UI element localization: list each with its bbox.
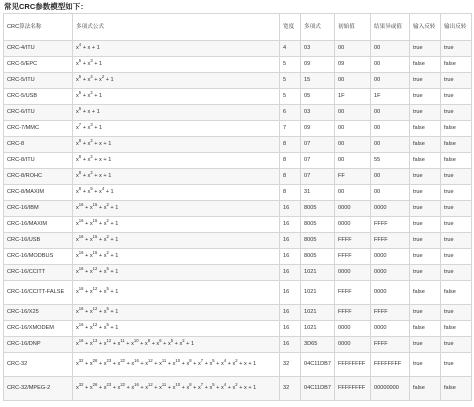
refin-value: true [410, 233, 441, 249]
table-row [4, 41, 472, 57]
init-value: 0000 [335, 201, 371, 217]
table-row [4, 305, 472, 321]
xorout-value: 00 [371, 73, 410, 89]
refout-value: true [441, 353, 472, 377]
refin-value: true [410, 105, 441, 121]
width-value: 8 [280, 137, 301, 153]
table-row [4, 121, 472, 137]
refin-value: false [410, 321, 441, 337]
init-value: FFFF [335, 305, 371, 321]
refin-value: true [410, 41, 441, 57]
width-value: 16 [280, 337, 301, 353]
polynomial-hex: 09 [301, 57, 335, 73]
table-row [4, 169, 472, 185]
width-value: 8 [280, 185, 301, 201]
algorithm-name: CRC-32/MPEG-2 [4, 377, 73, 401]
algorithm-name: CRC-6/ITU [4, 105, 73, 121]
refout-value: true [441, 73, 472, 89]
xorout-value: FFFF [371, 217, 410, 233]
polynomial-hex: 1021 [301, 321, 335, 337]
init-value: 00 [335, 73, 371, 89]
table-row [4, 217, 472, 233]
refout-value: true [441, 89, 472, 105]
polynomial-hex: 1021 [301, 265, 335, 281]
header-xorout: 结果异或值 [371, 14, 410, 41]
xorout-value: FFFF [371, 337, 410, 353]
polynomial-formula: $x^4 + x + 1$ [73, 41, 280, 57]
table-row [4, 249, 472, 265]
xorout-value: 00 [371, 105, 410, 121]
refout-value: false [441, 153, 472, 169]
polynomial-formula: $x^{16} + x^{15} + x^2 + 1$ [73, 249, 280, 265]
header-row [4, 14, 472, 41]
refin-value: true [410, 217, 441, 233]
polynomial-formula: $x^{16} + x^{12} + x^5 + 1$ [73, 321, 280, 337]
refin-value: true [410, 185, 441, 201]
refin-value: false [410, 281, 441, 305]
width-value: 8 [280, 153, 301, 169]
polynomial-hex: 1021 [301, 305, 335, 321]
refin-value: true [410, 169, 441, 185]
width-value: 16 [280, 265, 301, 281]
xorout-value: FFFFFFFF [371, 353, 410, 377]
width-value: 5 [280, 57, 301, 73]
init-value: 00 [335, 121, 371, 137]
refin-value: true [410, 73, 441, 89]
polynomial-formula: $x^{16} + x^{12} + x^5 + 1$ [73, 305, 280, 321]
refin-value: true [410, 265, 441, 281]
crc-parameter-table [3, 13, 472, 401]
refout-value: true [441, 233, 472, 249]
polynomial-formula: $x^5 + x^4 + x^2 + 1$ [73, 73, 280, 89]
table-row [4, 89, 472, 105]
polynomial-hex: 3D65 [301, 337, 335, 353]
polynomial-hex: 03 [301, 41, 335, 57]
table-row [4, 153, 472, 169]
refout-value: true [441, 185, 472, 201]
algorithm-name: CRC-16/MAXIM [4, 217, 73, 233]
algorithm-name: CRC-7/MMC [4, 121, 73, 137]
init-value: FFFF [335, 281, 371, 305]
polynomial-formula: $x^{16} + x^{13} + x^{12} + x^{11} + x^{10} + x^8 + x^6 + x^5 + x^2 + 1$ [73, 337, 280, 353]
init-value: FFFF [335, 249, 371, 265]
header-refin: 输入反转 [410, 14, 441, 41]
header-formula: 多项式公式 [73, 14, 280, 41]
polynomial-hex: 07 [301, 153, 335, 169]
init-value: 00 [335, 105, 371, 121]
header-init: 初始值 [335, 14, 371, 41]
polynomial-formula: $x^{16} + x^{15} + x^2 + 1$ [73, 233, 280, 249]
algorithm-name: CRC-32 [4, 353, 73, 377]
polynomial-formula: $x^{16} + x^{12} + x^5 + 1$ [73, 265, 280, 281]
refout-value: true [441, 169, 472, 185]
xorout-value: 0000 [371, 321, 410, 337]
xorout-value: 0000 [371, 249, 410, 265]
algorithm-name: CRC-8 [4, 137, 73, 153]
polynomial-formula: $x^5 + x^3 + 1$ [73, 57, 280, 73]
refin-value: false [410, 57, 441, 73]
algorithm-name: CRC-8/MAXIM [4, 185, 73, 201]
table-row [4, 281, 472, 305]
header-polynomial: 多项式 [301, 14, 335, 41]
algorithm-name: CRC-16/IBM [4, 201, 73, 217]
table-row [4, 337, 472, 353]
algorithm-name: CRC-16/USB [4, 233, 73, 249]
width-value: 5 [280, 73, 301, 89]
table-row [4, 201, 472, 217]
polynomial-hex: 04C11DB7 [301, 377, 335, 401]
width-value: 5 [280, 89, 301, 105]
width-value: 16 [280, 217, 301, 233]
polynomial-formula: $x^{16} + x^{12} + x^5 + 1$ [73, 281, 280, 305]
algorithm-name: CRC-4/ITU [4, 41, 73, 57]
polynomial-formula: $x^8 + x^5 + x^4 + 1$ [73, 185, 280, 201]
xorout-value: 00000000 [371, 377, 410, 401]
width-value: 16 [280, 249, 301, 265]
init-value: FF [335, 169, 371, 185]
polynomial-formula: $x^{16} + x^{15} + x^2 + 1$ [73, 217, 280, 233]
width-value: 32 [280, 377, 301, 401]
init-value: FFFFFFFF [335, 377, 371, 401]
table-row [4, 233, 472, 249]
init-value: 00 [335, 41, 371, 57]
header-width: 宽度 [280, 14, 301, 41]
refout-value: true [441, 265, 472, 281]
polynomial-formula: $x^{16} + x^{15} + x^2 + 1$ [73, 201, 280, 217]
refin-value: false [410, 377, 441, 401]
polynomial-hex: 07 [301, 137, 335, 153]
xorout-value: 00 [371, 121, 410, 137]
xorout-value: 00 [371, 169, 410, 185]
polynomial-formula: $x^{32} + x^{26} + x^{23} + x^{22} + x^{16} + x^{12} + x^{11} + x^{10} + x^8 + x^7 + x^5 + x^4 + x^2 + x + 1$ [73, 377, 280, 401]
refin-value: true [410, 89, 441, 105]
refin-value: true [410, 305, 441, 321]
width-value: 16 [280, 305, 301, 321]
polynomial-hex: 05 [301, 89, 335, 105]
polynomial-hex: 31 [301, 185, 335, 201]
refin-value: false [410, 137, 441, 153]
xorout-value: 0000 [371, 201, 410, 217]
width-value: 16 [280, 233, 301, 249]
xorout-value: 0000 [371, 281, 410, 305]
refout-value: true [441, 337, 472, 353]
algorithm-name: CRC-16/CCITT [4, 265, 73, 281]
refout-value: false [441, 377, 472, 401]
refin-value: true [410, 337, 441, 353]
polynomial-formula: $x^8 + x^2 + x + 1$ [73, 169, 280, 185]
polynomial-hex: 03 [301, 105, 335, 121]
refin-value: false [410, 153, 441, 169]
init-value: 09 [335, 57, 371, 73]
init-value: 00 [335, 137, 371, 153]
polynomial-hex: 07 [301, 169, 335, 185]
width-value: 16 [280, 321, 301, 337]
xorout-value: 00 [371, 41, 410, 57]
table-row [4, 353, 472, 377]
init-value: 00 [335, 153, 371, 169]
refout-value: false [441, 321, 472, 337]
polynomial-hex: 1021 [301, 281, 335, 305]
xorout-value: FFFF [371, 233, 410, 249]
xorout-value: 00 [371, 57, 410, 73]
polynomial-hex: 15 [301, 73, 335, 89]
refin-value: true [410, 201, 441, 217]
refout-value: false [441, 281, 472, 305]
polynomial-formula: $x^8 + x^2 + x + 1$ [73, 137, 280, 153]
table-row [4, 137, 472, 153]
algorithm-name: CRC-5/EPC [4, 57, 73, 73]
polynomial-formula: $x^7 + x^3 + 1$ [73, 121, 280, 137]
table-row [4, 321, 472, 337]
init-value: FFFF [335, 233, 371, 249]
init-value: 0000 [335, 337, 371, 353]
refout-value: true [441, 249, 472, 265]
refout-value: true [441, 217, 472, 233]
polynomial-hex: 8005 [301, 201, 335, 217]
refout-value: false [441, 121, 472, 137]
polynomial-hex: 04C11DB7 [301, 353, 335, 377]
refout-value: true [441, 201, 472, 217]
polynomial-hex: 09 [301, 121, 335, 137]
algorithm-name: CRC-16/MODBUS [4, 249, 73, 265]
table-caption: 常见CRC参数模型如下： [4, 2, 88, 11]
init-value: 00 [335, 185, 371, 201]
refout-value: false [441, 57, 472, 73]
width-value: 16 [280, 201, 301, 217]
polynomial-formula: $x^{32} + x^{26} + x^{23} + x^{22} + x^{16} + x^{12} + x^{11} + x^{10} + x^8 + x^7 + x^5 + x^4 + x^2 + x + 1$ [73, 353, 280, 377]
init-value: 0000 [335, 217, 371, 233]
refin-value: true [410, 249, 441, 265]
algorithm-name: CRC-8/ITU [4, 153, 73, 169]
polynomial-hex: 8005 [301, 233, 335, 249]
width-value: 7 [280, 121, 301, 137]
xorout-value: 55 [371, 153, 410, 169]
width-value: 6 [280, 105, 301, 121]
table-row [4, 377, 472, 401]
xorout-value: FFFF [371, 305, 410, 321]
refout-value: true [441, 305, 472, 321]
refout-value: true [441, 105, 472, 121]
width-value: 8 [280, 169, 301, 185]
xorout-value: 1F [371, 89, 410, 105]
table-row [4, 73, 472, 89]
table-row [4, 105, 472, 121]
algorithm-name: CRC-5/ITU [4, 73, 73, 89]
algorithm-name: CRC-16/DNP [4, 337, 73, 353]
polynomial-formula: $x^8 + x^2 + x + 1$ [73, 153, 280, 169]
algorithm-name: CRC-16/CCITT-FALSE [4, 281, 73, 305]
header-name: CRC算法名称 [4, 14, 73, 41]
xorout-value: 00 [371, 185, 410, 201]
init-value: 1F [335, 89, 371, 105]
algorithm-name: CRC-8/ROHC [4, 169, 73, 185]
table-row [4, 185, 472, 201]
algorithm-name: CRC-5/USB [4, 89, 73, 105]
width-value: 16 [280, 281, 301, 305]
polynomial-hex: 8005 [301, 249, 335, 265]
table-row [4, 57, 472, 73]
table-row [4, 265, 472, 281]
init-value: FFFFFFFF [335, 353, 371, 377]
xorout-value: 0000 [371, 265, 410, 281]
header-refout: 输出反转 [441, 14, 472, 41]
xorout-value: 00 [371, 137, 410, 153]
width-value: 4 [280, 41, 301, 57]
polynomial-hex: 8005 [301, 217, 335, 233]
refout-value: false [441, 137, 472, 153]
init-value: 0000 [335, 265, 371, 281]
refout-value: true [441, 41, 472, 57]
polynomial-formula: $x^5 + x^2 + 1$ [73, 89, 280, 105]
algorithm-name: CRC-16/X25 [4, 305, 73, 321]
polynomial-formula: $x^6 + x + 1$ [73, 105, 280, 121]
init-value: 0000 [335, 321, 371, 337]
algorithm-name: CRC-16/XMODEM [4, 321, 73, 337]
width-value: 32 [280, 353, 301, 377]
refin-value: false [410, 121, 441, 137]
refin-value: true [410, 353, 441, 377]
